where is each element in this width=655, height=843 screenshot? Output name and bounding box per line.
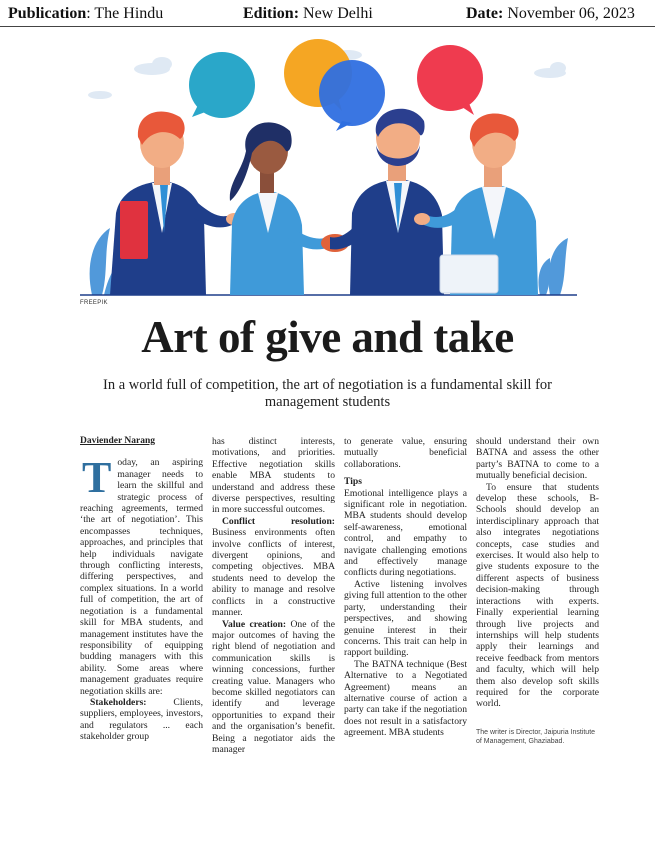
paragraph: Active listening involves giving full attention to the other party, understanding their perspectives, and showing genuine interest in their concerns. This trait can help in rapport building. bbox=[344, 578, 467, 659]
dropcap: T bbox=[82, 453, 112, 503]
article-column-4 bbox=[476, 436, 599, 746]
paragraph: Emotional intelligence plays a significant role in negotiation. MBA students should develop self-awareness, emotional control, and empathy to navigate challenging emotions and effectively manage conflicts during negotiations. bbox=[344, 487, 467, 579]
article-column-2 bbox=[212, 436, 335, 755]
image-credit: FREEPIK bbox=[80, 300, 108, 306]
subhead-value-creation: Value creation: bbox=[222, 618, 287, 630]
paragraph: to generate value, ensuring mutually beneficial collaborations. bbox=[344, 436, 467, 470]
person-3-icon bbox=[330, 109, 444, 295]
person-2-icon bbox=[230, 122, 330, 295]
paragraph: To ensure that students develop these schools, B-Schools should develop an interdisciplinary approach that also integrates negotiations concepts, case studies and exercises. It would also help to give students exposure to the different aspects of business decision-making through interactions with experts. Finally experiential learning through live projects and internships will help students apply their learnings and receive feedback from mentors and faculty, which will help them also develop soft skills required for the corporate world. bbox=[476, 481, 599, 710]
paragraph: The BATNA technique (Best Alternative to a Negotiated Agreement) means an alternative course of action a party can take if the negotiation does not result in a satisfactory agreement. MBA students bbox=[344, 658, 467, 739]
edition-value: New Delhi bbox=[299, 5, 373, 22]
subhead-stakeholders: Stakeholders: bbox=[90, 696, 147, 708]
subhead-tips: Tips bbox=[344, 476, 362, 488]
date-label: Date: bbox=[466, 5, 504, 22]
negotiation-illustration bbox=[80, 33, 577, 297]
article-column-3 bbox=[344, 436, 467, 739]
standfirst: In a world full of competition, the art of negotiation is a fundamental skill for management students bbox=[103, 377, 552, 410]
paragraph bbox=[80, 697, 203, 743]
speech-bubble-icons bbox=[189, 39, 483, 131]
masthead bbox=[0, 0, 655, 27]
publication-value: : The Hindu bbox=[86, 5, 164, 22]
paragraph-text: oday, an aspiring manager needs to learn the skillful and strategic process of reaching agreements, termed ‘the art of negotiation’. This encompasses techniques, approaches, and principles that help individuals navigate through conflicting interests, differing perspectives, and complex situations. In a world full of competition, the art of negotiation is a fundamental skill for MBA students, and management institutes have the responsibility of equipping budding managers with this ability. Some areas where management graduates require negotiation skills are: bbox=[80, 457, 203, 697]
paragraph: should understand their own BATNA and assess the other party’s BATNA to come to a mutually beneficial decision. bbox=[476, 436, 599, 482]
author-note: The writer is Director, Jaipuria Institute of Management, Ghaziabad. bbox=[476, 728, 596, 745]
paragraph bbox=[80, 453, 203, 697]
publication-field bbox=[8, 5, 163, 23]
paragraph: has distinct interests, motivations, and priorities. Effective negotiation skills enable MBA students to understand and address these diverse perspectives, resulting in more successful outcomes. bbox=[212, 436, 335, 516]
byline: Daviender Narang bbox=[80, 436, 156, 446]
paragraph bbox=[212, 619, 335, 756]
paragraph bbox=[212, 516, 335, 619]
date-field bbox=[466, 5, 635, 23]
article-column-1 bbox=[80, 436, 203, 743]
paragraph-text: Business environments often involve conflicts of interest, divergent opinions, and competing objectives. MBA students need to develop the ability to manage and resolve conflicts in a constructive manner. bbox=[212, 527, 335, 619]
paragraph-text: Clients, suppliers, employees, investors, and regulators ... each stakeholder group bbox=[80, 696, 203, 743]
subhead-conflict-resolution: Conflict resolution: bbox=[222, 515, 335, 527]
paragraph-text: One of the major outcomes of having the right blend of negotiation and communication skills is winning concessions, further creating value. Managers who become skilled negotiators can identify and leverage opportunities to expand their and the organisation’s benefit. Being a negotiator aids the manager bbox=[212, 618, 335, 755]
date-value: November 06, 2023 bbox=[503, 5, 635, 22]
edition-label: Edition: bbox=[243, 5, 300, 22]
edition-field bbox=[243, 5, 373, 23]
person-1-icon bbox=[110, 111, 242, 295]
headline: Art of give and take bbox=[141, 312, 514, 362]
publication-label: Publication bbox=[8, 5, 87, 22]
